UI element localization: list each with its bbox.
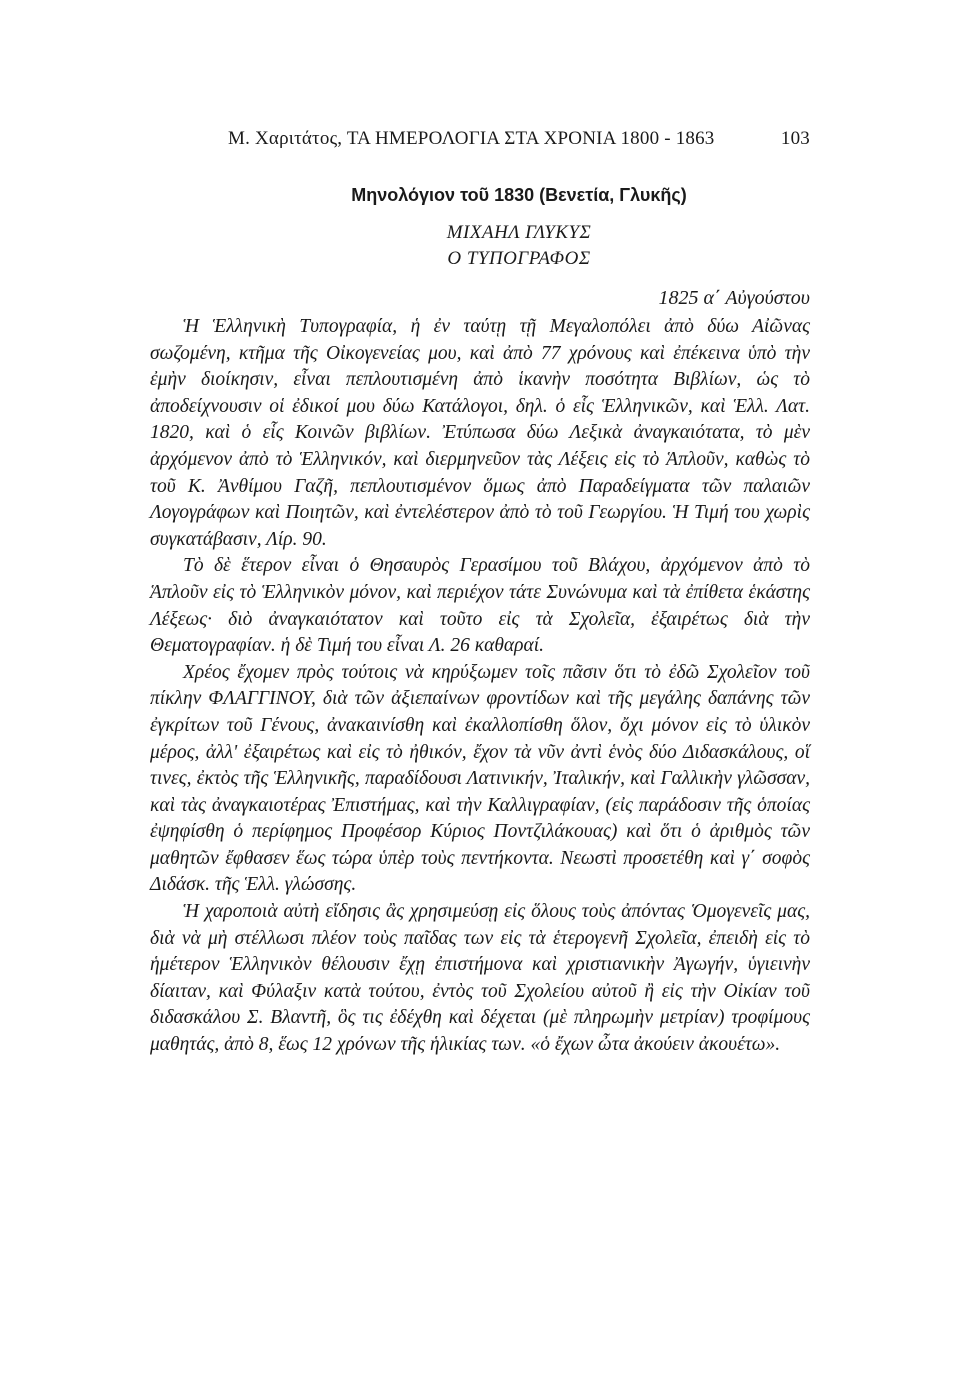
heading-name: ΜΙΧΑΗΛ ΓΛΥΚΥΣ [446, 222, 592, 243]
paragraph-4: Ἡ χαροποιὰ αὐτὴ εἴδησις ἂς χρησιμεύσῃ εἰς ὅλους τοὺς ἀπόντας Ὁμογενεῖς μας, διὰ νὰ μὴ στέλλωσι πλέον τοὺς παῖδας των εἰς τὰ ἑτερογενῆ Σχολεῖα, ἐπειδὴ εἰς τὸ ἡμέτερον Ἑλληνικὸν θέλουσιν ἔχῃ ἐπιστήμονα καὶ χριστιανικὴν Ἀγωγήν, ὑγιεινὴν δίαιταν, καὶ Φύλαξιν κατὰ τούτου, ἐντὸς τοῦ Σχολείου αὐτοῦ ἢ εἰς τὴν Οἰκίαν τοῦ διδασκάλου Σ. Βλαντῆ, ὃς τις ἐδέχθη καὶ δέχεται (μὲ πληρωμὴν μετρίαν) τροφίμους μαθητάς, ἀπὸ 8, ἕως 12 χρόνων τῆς ἡλικίας των. «ὁ ἔχων ὦτα ἀκούειν ἀκουέτω». [150, 901, 810, 1056]
paragraph-2: Τὸ δὲ ἕτερον εἶναι ὁ Θησαυρὸς Γερασίμου τοῦ Βλάχου, ἀρχόμενον ἀπὸ τὸ Ἁπλοῦν εἰς τὸ Ἑλληνικὸν μόνον, καὶ περιέχον τάτε Συνώνυμα καὶ τὰ ἐπίθετα ἑκάστης Λέξεως· διὸ ἀναγκαιότατον καὶ τοῦτο εἰς τὰ Σχολεῖα, ἐξαιρέτως διὰ τὴν Θεματογραφίαν. ἡ δὲ Τιμή του εἶναι Λ. 26 καθαραί. [150, 555, 810, 657]
body-text [150, 314, 810, 1059]
paragraph-3: Χρέος ἔχομεν πρὸς τούτοις νὰ κηρύξωμεν τοῖς πᾶσιν ὅτι τὸ ἐδῶ Σχολεῖον τοῦ πίκλην ΦΛΑΓΓΙΝΟΥ, διὰ τῶν ἀξιεπαίνων φροντίδων καὶ τῆς μεγάλης δαπάνης τῶν ἐγκρίτων τοῦ Γένους, ἀνακαινίσθη καὶ ἐκαλλοπίσθη ὅλον, ὄχι μόνον εἰς τὸ ὑλικὸν μέρος, ἀλλ' ἐξαιρέτως καὶ εἰς τὸ ἠθικόν, ἔχον τὰ νῦν ἀντὶ ἑνὸς δύο Διδασκάλους, οἵ τινες, ἐκτὸς τῆς Ἑλληνικῆς, παραδίδουσι Λατινικήν, Ἰταλικήν, καὶ Γαλλικὴν γλῶσσαν, καὶ τὰς ἀναγκαιοτέρας Ἐπιστήμας, καὶ τὴν Καλλιγραφίαν, (εἰς παράδοσιν τῆς ὁποίας ἐψηφίσθη ὁ περίφημος Προφέσορ Κύριος Ποντζιλάκουας) καὶ ὅτι ὁ ἀριθμὸς τῶν μαθητῶν ἔφθασεν ἕως τώρα ὑπὲρ τοὺς πεντήκοντα. Νεωστὶ προσετέθη καὶ γ΄ σοφὸς Διδάσκ. τῆς Ἑλλ. γλώσσης. [150, 661, 810, 896]
heading-role: Ο ΤΥΠΟΓΡΑΦΟΣ [447, 248, 591, 269]
paragraph-1: Ἡ Ἑλληνικὴ Τυπογραφία, ἡ ἐν ταύτῃ τῇ Μεγαλοπόλει ἀπὸ δύω Αἰῶνας σωζομένη, κτῆμα τῆς Οἰκογενείας μου, καὶ ἀπὸ 77 χρόνους καὶ ἐπέκεινα ὑπὸ τὴν ἐμὴν διοίκησιν, εἶναι πεπλουτισμένη ἀπὸ ἱκανὴν ποσότητα Βιβλίων, ὡς τὸ ἀποδείχνουσιν οἱ ἐδικοί μου δύω Κατάλογοι, δηλ. ὁ εἷς Ἑλληνικῶν, καὶ Ἑλλ. Λατ. 1820, καὶ ὁ εἷς Κοινῶν βιβλίων. Ἐτύπωσα δύω Λεξικὰ ἀναγκαιότατα, τὸ μὲν ἀρχόμενον ἀπὸ τὸ Ἑλληνικόν, καὶ διερμηνεῦον τὰς Λέξεις εἰς τὸ Ἁπλοῦν, καθὼς τὸ τοῦ Κ. Ἀνθίμου Γαζῆ, πεπλουτισμένον ὅμως ἀπὸ Παραδείγματα τῶν παλαιῶν Λογογράφων καὶ Ποιητῶν, καὶ ἐντελέστερον ἀπὸ τὸ τοῦ Γεωργίου. Ἡ Τιμή του χωρὶς συγκατάβασιν, Λίρ. 90. [150, 316, 810, 550]
section-title: Μηνολόγιον τοῦ 1830 (Βενετία, Γλυκῆς) [351, 185, 687, 205]
dateline: 1825 α΄ Αὐγούστου [658, 287, 810, 309]
running-head-text: Μ. Χαριτάτος, ΤΑ ΗΜΕΡΟΛΟΓΙΑ ΣΤΑ ΧΡΟΝΙΑ 1800 - 1863 [228, 128, 715, 149]
page-number: 103 [780, 128, 810, 149]
